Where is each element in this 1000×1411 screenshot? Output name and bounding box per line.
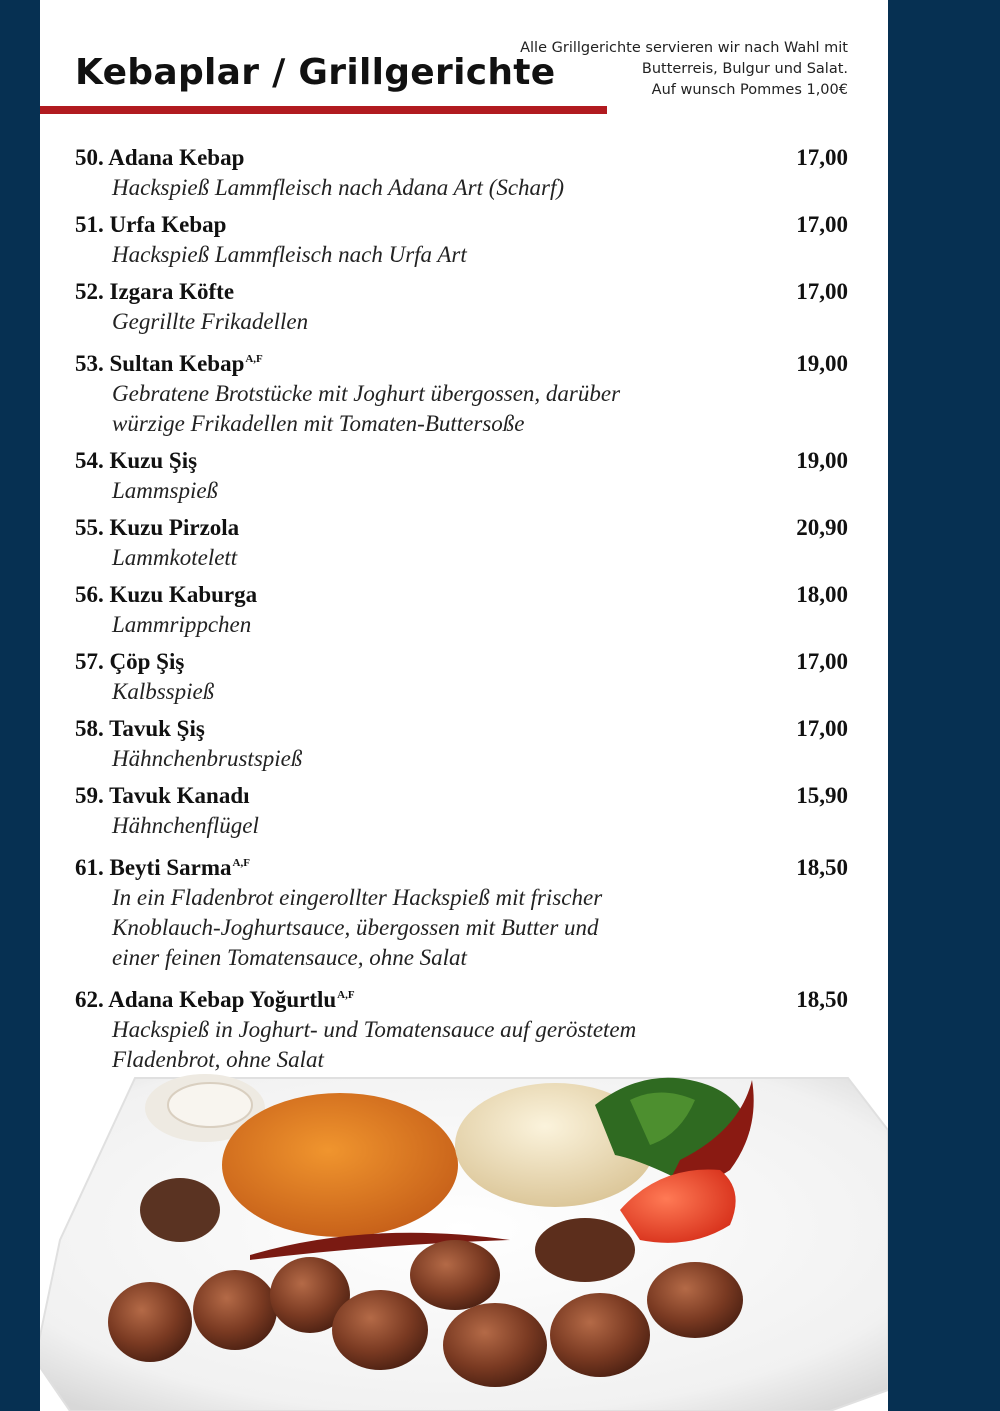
dish-name-text: 58. Tavuk Şiş xyxy=(75,716,205,741)
menu-item xyxy=(75,580,848,640)
dish-name xyxy=(75,446,197,476)
dish-name-text: 56. Kuzu Kaburga xyxy=(75,582,258,607)
dish-description: Lammspieß xyxy=(112,478,219,503)
dish-description: einer feinen Tomatensauce, ohne Salat xyxy=(112,945,467,970)
dish-price: 18,50 xyxy=(796,855,848,880)
dish-name xyxy=(75,848,250,883)
menu-item-header xyxy=(75,344,848,379)
menu-item-header xyxy=(75,446,848,476)
menu-item-header xyxy=(75,781,848,811)
dish-description: Gegrillte Frikadellen xyxy=(112,309,309,334)
dish-description: würzige Frikadellen mit Tomaten-Buttersoße xyxy=(112,411,525,436)
dish-description: In ein Fladenbrot eingerollter Hackspieß mit frischer xyxy=(112,885,603,910)
menu-item-header xyxy=(75,143,848,173)
dish-name-text: 62. Adana Kebap Yoğurtlu xyxy=(75,987,337,1012)
dish-name xyxy=(75,647,184,677)
dish-description: Knoblauch-Joghurtsauce, übergossen mit Butter und xyxy=(112,915,599,940)
dish-name xyxy=(75,344,263,379)
menu-item-header xyxy=(75,848,848,883)
dish-price: 18,00 xyxy=(796,582,848,607)
dish-description: Hähnchenflügel xyxy=(112,813,259,838)
dish-price: 19,00 xyxy=(796,351,848,376)
dish-price: 18,50 xyxy=(796,987,848,1012)
dish-name xyxy=(75,781,250,811)
dish-name-text: 55. Kuzu Pirzola xyxy=(75,515,240,540)
dish-name-text: 53. Sultan Kebap xyxy=(75,351,245,376)
menu-item xyxy=(75,143,848,203)
side-note-line: Alle Grillgerichte servieren wir nach Wahl mit xyxy=(520,40,848,56)
dish-price: 17,00 xyxy=(796,212,848,237)
side-note-line: Butterreis, Bulgur und Salat. xyxy=(641,61,848,77)
dish-price: 19,00 xyxy=(796,448,848,473)
dish-description: Fladenbrot, ohne Salat xyxy=(112,1047,324,1072)
allergen-codes: A,F xyxy=(232,857,250,869)
dish-name xyxy=(75,714,205,744)
menu-page xyxy=(40,0,888,1411)
dish-name xyxy=(75,513,239,543)
menu-item-header xyxy=(75,210,848,240)
dish-price: 17,00 xyxy=(796,716,848,741)
dish-description: Hackspieß Lammfleisch nach Urfa Art xyxy=(112,242,467,267)
menu-item xyxy=(75,848,848,973)
dish-name xyxy=(75,580,257,610)
menu-list xyxy=(75,143,848,1082)
dish-name-text: 51. Urfa Kebap xyxy=(75,212,227,237)
menu-item xyxy=(75,210,848,270)
menu-item xyxy=(75,277,848,337)
dish-description: Hähnchenbrustspieß xyxy=(112,746,303,771)
menu-item xyxy=(75,344,848,439)
menu-item-header xyxy=(75,980,848,1015)
menu-item xyxy=(75,446,848,506)
menu-item-header xyxy=(75,647,848,677)
dish-description: Kalbsspieß xyxy=(112,679,215,704)
side-note-line: Auf wunsch Pommes 1,00€ xyxy=(651,82,848,98)
menu-item xyxy=(75,647,848,707)
dish-name-text: 59. Tavuk Kanadı xyxy=(75,783,250,808)
allergen-codes: A,F xyxy=(337,989,355,1001)
title-underline xyxy=(40,106,607,114)
food-plate-image xyxy=(40,1060,888,1411)
dish-name xyxy=(75,980,355,1015)
dish-name-text: 57. Çöp Şiş xyxy=(75,649,185,674)
menu-item-header xyxy=(75,714,848,744)
dish-description: Hackspieß Lammfleisch nach Adana Art (Scharf) xyxy=(112,175,565,200)
menu-item-header xyxy=(75,277,848,307)
menu-item-header xyxy=(75,513,848,543)
dish-price: 20,90 xyxy=(796,515,848,540)
dish-price: 17,00 xyxy=(796,649,848,674)
dish-price: 17,00 xyxy=(796,279,848,304)
dish-name xyxy=(75,277,234,307)
dish-name-text: 61. Beyti Sarma xyxy=(75,855,232,880)
page-title: Kebaplar / Grillgerichte xyxy=(75,52,556,93)
menu-item xyxy=(75,781,848,841)
dish-price: 17,00 xyxy=(796,145,848,170)
dish-description: Gebratene Brotstücke mit Joghurt übergossen, darüber xyxy=(112,381,621,406)
dish-description: Lammrippchen xyxy=(112,612,252,637)
side-note xyxy=(488,38,848,101)
dish-name-text: 54. Kuzu Şiş xyxy=(75,448,198,473)
dish-name-text: 52. Izgara Köfte xyxy=(75,279,235,304)
dish-description: Lammkotelett xyxy=(112,545,238,570)
menu-item xyxy=(75,513,848,573)
dish-name-text: 50. Adana Kebap xyxy=(75,145,245,170)
dish-price: 15,90 xyxy=(796,783,848,808)
dish-name xyxy=(75,143,244,173)
menu-item-header xyxy=(75,580,848,610)
allergen-codes: A,F xyxy=(245,353,263,365)
dish-name xyxy=(75,210,226,240)
menu-item xyxy=(75,714,848,774)
dish-description: Hackspieß in Joghurt- und Tomatensauce auf geröstetem xyxy=(112,1017,637,1042)
